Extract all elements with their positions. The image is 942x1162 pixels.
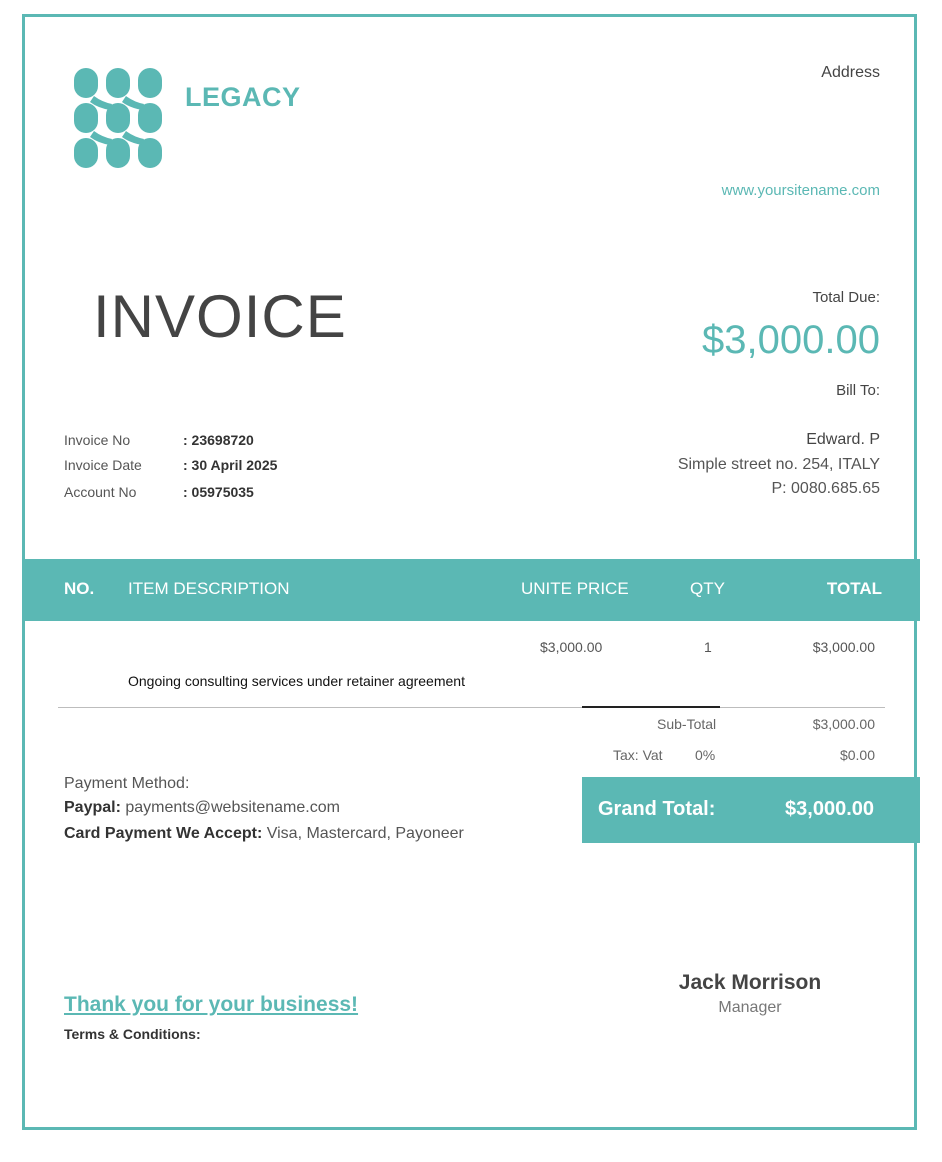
items-table-header <box>22 559 920 621</box>
grand-total-box <box>582 777 920 843</box>
row-description: Ongoing consulting services under retainer agreement <box>128 673 465 689</box>
table-divider <box>58 707 885 708</box>
total-due-label: Total Due: <box>812 289 880 306</box>
thank-you-message[interactable]: Thank you for your business! <box>64 993 359 1016</box>
invoice-date-label: Invoice Date <box>64 457 142 473</box>
paypal-label: Paypal: <box>64 799 121 816</box>
header-description: ITEM DESCRIPTION <box>128 579 290 598</box>
header-no: NO. <box>64 579 95 598</box>
legacy-logo-icon <box>72 66 164 170</box>
cards-value: Visa, Mastercard, Payoneer <box>266 825 464 842</box>
header-unit-price: UNITE PRICE <box>521 579 629 598</box>
invoice-title: INVOICE <box>93 283 347 350</box>
bill-to-block <box>678 428 880 502</box>
account-no-value: : 05975035 <box>183 484 254 500</box>
total-due-amount: $3,000.00 <box>702 318 880 362</box>
subtotal-value: $3,000.00 <box>812 716 875 732</box>
signer-name: Jack Morrison <box>678 971 822 994</box>
company-address-label: Address <box>821 64 880 81</box>
tax-value: $0.00 <box>839 747 875 763</box>
bill-to-name: Edward. P <box>806 431 880 448</box>
grand-total-label: Grand Total: <box>598 798 716 820</box>
header-total: TOTAL <box>826 579 882 598</box>
bill-to-phone: P: 0080.685.65 <box>771 480 880 497</box>
row-qty: 1 <box>704 639 712 655</box>
cards-label: Card Payment We Accept: <box>64 825 263 842</box>
cards-line <box>64 825 464 843</box>
grand-total-value: $3,000.00 <box>785 798 874 820</box>
subtotal-label: Sub-Total <box>657 716 717 732</box>
signer-role: Manager <box>718 999 782 1016</box>
paypal-value: payments@websitename.com <box>125 799 340 816</box>
bill-to-label: Bill To: <box>836 382 880 399</box>
payment-method-label: Payment Method: <box>64 775 190 792</box>
invoice-no-label: Invoice No <box>64 432 131 448</box>
header-qty: QTY <box>690 579 725 598</box>
account-no-label: Account No <box>64 484 137 500</box>
paypal-line <box>64 799 340 817</box>
subtotal-divider <box>582 706 720 708</box>
tax-label: Tax: Vat <box>613 747 663 763</box>
invoice-no-value: : 23698720 <box>183 432 254 448</box>
row-unit-price: $3,000.00 <box>540 639 603 655</box>
company-website[interactable]: www.yoursitename.com <box>721 182 880 199</box>
invoice-date-value: : 30 April 2025 <box>183 457 278 473</box>
row-total: $3,000.00 <box>812 639 875 655</box>
bill-to-street: Simple street no. 254, ITALY <box>677 455 880 473</box>
terms-label: Terms & Conditions: <box>64 1026 201 1042</box>
tax-rate: 0% <box>695 747 716 763</box>
brand-name: LEGACY <box>185 82 301 112</box>
